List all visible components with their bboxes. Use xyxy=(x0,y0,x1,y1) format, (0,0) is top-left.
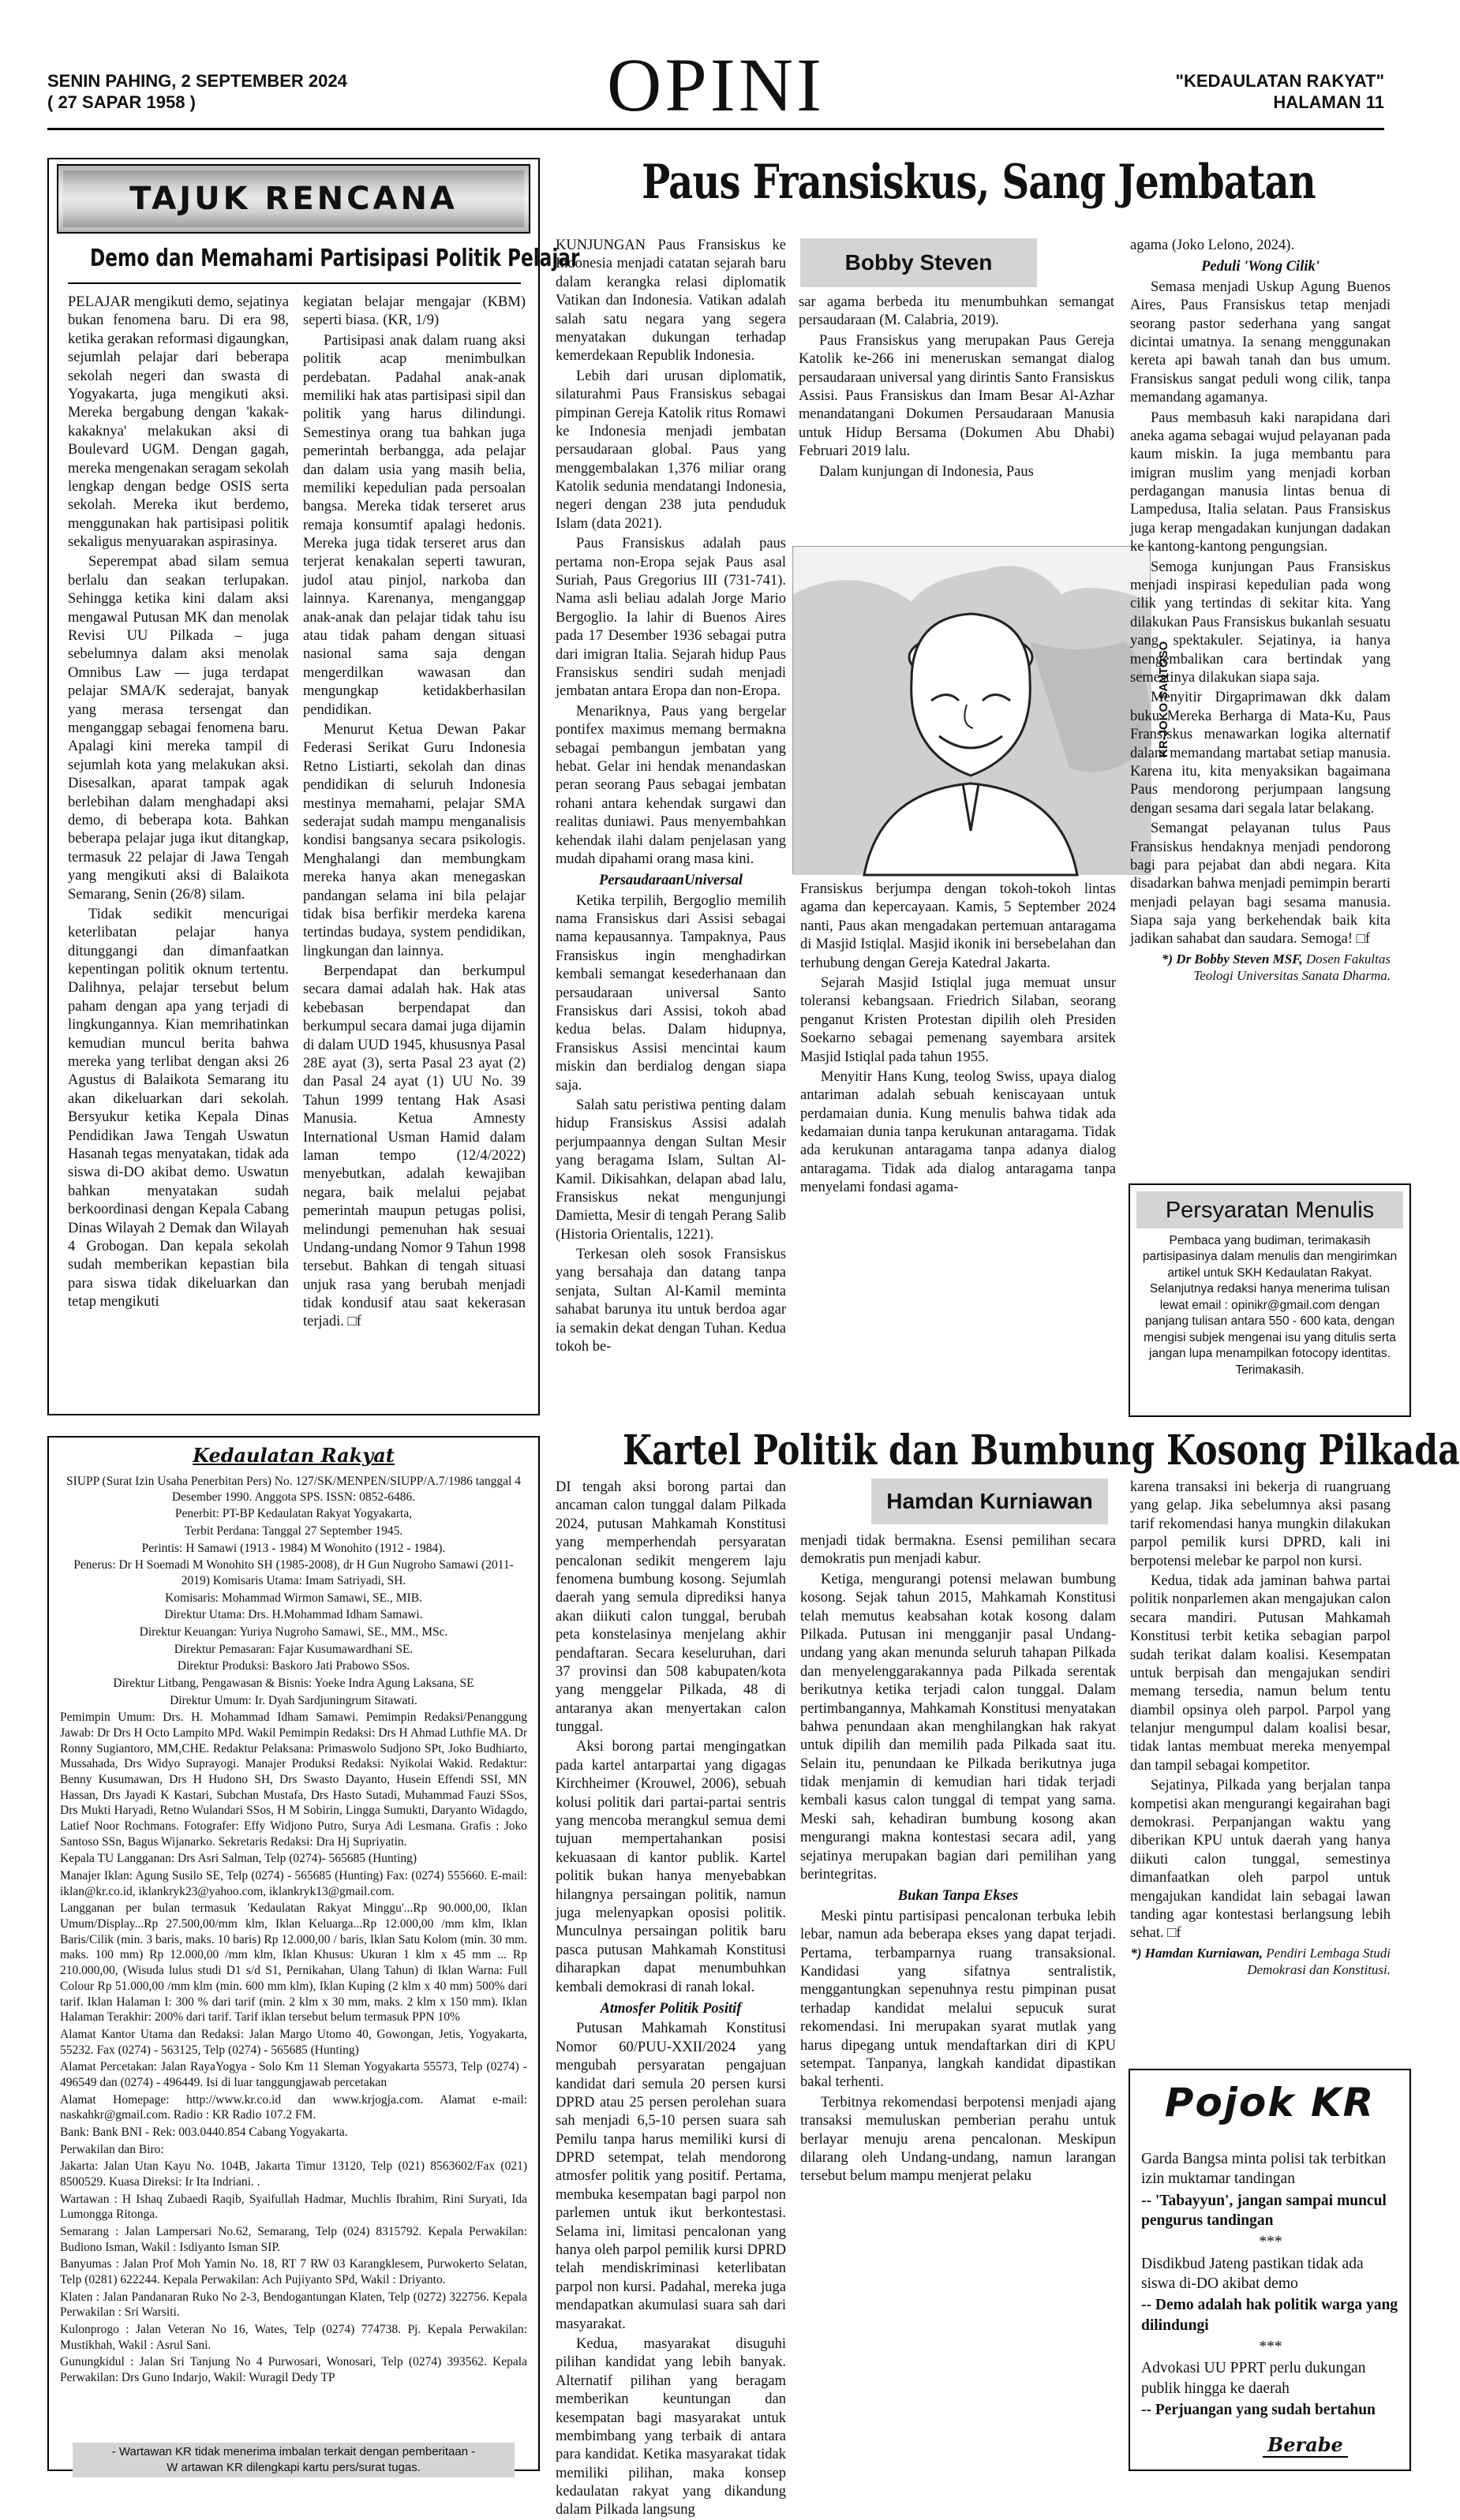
paragraph: Paus Fransiskus adalah paus pertama non-Eropa sejak Paus asal Suriah, Paus Gregorius III (731-741). Nama asli beliau adalah Jorge Mario Bergoglio. Ia lahir di Buenos Aires pada 17 Desember 1936 sebagai putra dari imigran Italia. Sejarah hidup Paus Fransiskus sendiri sudah menjadi jembatan antara Eropa dan non-Eropa. xyxy=(556,536,786,700)
paragraph: Ketika terpilih, Bergoglio memilih nama Fransiskus dari Assisi sebagai nama kepausannya. Tampaknya, Paus Fransiskus ingin menghadirkan kembali semangat kesederhanaan dan persaudaraan universal Santo Fransiskus dari Assisi, tokoh abad kedua belas. Dalam hidupnya, Fransiskus Assisi mencintai kaum miskin dan berdialog dengan siapa saja. xyxy=(556,892,786,1094)
pojok-kr-title: Pojok KR xyxy=(1164,2080,1376,2126)
impressum-line: Direktur Pemasaran: Fajar Kusumawardhani SE. xyxy=(174,1642,414,1656)
paragraph: Sejatinya, Pilkada yang berjalan tanpa kompetisi akan mengurangi kegairahan bagi demokrasi. Perpanjangan waktu yang diberikan KPU untuk daerah yang hanya diikuti calon tunggal, semestinya dimanfaatkan oleh parpol untuk mengajukan kandidat lain sebagai lawan tanding agar kontestasi berlangsung lebih sehat. □f xyxy=(1130,1778,1391,1942)
article-title-kartel: Kartel Politik dan Bumbung Kosong Pilkada xyxy=(623,1426,1460,1475)
pojok-kr-body xyxy=(1141,2149,1400,2421)
subheading: PersaudaraanUniversal xyxy=(599,873,743,889)
requirements-body: Pembaca yang budiman, terimakasih partisipasinya dalam menulis dan mengirimkan artikel untuk SKH Kedaulatan Rakyat. Selanjutnya redaksi hanya menerima tulisan lewat email : opinikr@gmail.com dengan panjang tulisan antara 550 - 600 kata, dengan mengisi subjek mengenai isu yang ditulis serta jangan lupa menampilkan fotocopy identitas. Terimakasih. xyxy=(1142,1234,1398,1377)
paragraph: Menariknya, Paus yang bergelar pontifex maximus memang bermakna sebagai pembangun jembatan yang hebat. Gelar ini hendak menandaskan peran seorang Paus sebagai jembatan rohani antara kehendak surgawi dan realitas duniawi. Paus menyembahkan kehendak ilahi dalam penjelasan yang mudah dipahami orang masa kini. xyxy=(556,703,786,867)
paragraph: Menurut Ketua Dewan Pakar Federasi Serikat Guru Indonesia Retno Listiarti, sekolah dan dinas pendidikan di seluruh Indonesia mestinya memahami, pelajar SMA sederajat sudah mampu menganalisis kondisi bangsanya secara psikologis. Menghalangi dan membungkam mereka hanya akan menegaskan pandangan selama ini bila pelajar tidak bisa berfikir merdeka karena tertindas budaya, system pendidikan, lingkungan dan lainnya. xyxy=(303,721,526,959)
impressum-line: Komisaris: Mohammad Wirmon Samawi, SE., MIB. xyxy=(165,1591,422,1605)
paragraph: Terkesan oleh sosok Fransiskus yang bersahaja dan datang tanpa senjata, Sultan Al-Kamil meminta sahabat barunya itu untuk berdoa agar ia semakin dekat dengan Tuhan. Kedua tokoh be- xyxy=(556,1247,786,1355)
pojok-separator: *** xyxy=(1259,2339,1282,2356)
editorial-title-rule xyxy=(68,282,521,284)
paragraph: sar agama berbeda itu menumbuhkan semangat persaudaraan (M. Calabria, 2019). xyxy=(799,294,1114,329)
paragraph: Meski pintu partisipasi pencalonan terbuka lebih lebar, namun ada beberapa ekses yang dapat terjadi. Pertama, terbamparnya ruang transaksional. Kandidasi yang sifatnya sentralistik, menggantungkan sepenuhnya restu pimpinan pusat terhadap kandidat melalui sepucuk surat rekomendasi. Ini merupakan syarat mutlak yang harus dipegang untuk mendaftarkan diri di KPU setempat. Tanpanya, langkah kandidat dipastikan bakal terhenti. xyxy=(800,1908,1116,2091)
paragraph: Salah satu peristiwa penting dalam hidup Fransiskus Assisi adalah perjumpaannya dengan Sultan Mesir yang beragama Islam, Sultan Al-Kamil. Dikisahkan, delapan abad lalu, Fransiskus nekat mengunjungi Damietta, Mesir di tengah Perang Salib (Historia Orientalis, 1221). xyxy=(556,1097,786,1243)
impressum-line: Alamat Kantor Utama dan Redaksi: Jalan Margo Utomo 40, Gowongan, Jetis, Yogyakarta, 55232. Fax (0274) - 563125, Telp (0274) - 565685 (Hunting) xyxy=(60,2027,527,2057)
hijri-date-line: ( 27 SAPAR 1958 ) xyxy=(47,92,196,112)
impressum-line: Direktur Umum: Ir. Dyah Sardjuningrum Sitawati. xyxy=(170,1693,417,1707)
paragraph: Sejarah Masjid Istiqlal juga memuat unsur toleransi kebangsaan. Friedrich Silaban, seorang penganut Kristen Protestan dipilih oleh Presiden Soekarno sebagai pemenang sayembara arsitek Masjid Istiqlal pada tahun 1955. xyxy=(800,974,1116,1065)
pojok-item: Advokasi UU PPRT perlu dukungan publik hingga ke daerah xyxy=(1141,2360,1366,2397)
impressum-line: Alamat Homepage: http://www.kr.co.id dan www.krjogja.com. Alamat e-mail: naskahkr@gmail.com. Radio : KR Radio 107.2 FM. xyxy=(60,2092,527,2122)
kartel-column-2 xyxy=(800,1532,1116,2474)
paragraph: Terbitnya rekomendasi berpotensi menjadi ajang transaksi memuluskan pemberian perahu untuk berlayar menuju arena pencalonan. Meskipun dilarang oleh Undang-undang, namun larangan tersebut belum mampu menjerat pelaku xyxy=(800,2094,1116,2185)
editorial-column-1 xyxy=(68,294,289,1402)
pope-illustration xyxy=(792,546,1151,874)
author-affiliation: Pendiri Lembaga Studi Demokrasi dan Konstitusi. xyxy=(1247,1945,1391,1978)
paragraph: KUNJUNGAN Paus Fransiskus ke Indonesia menjadi catatan sejarah baru dalam kerangka relasi diplomatik Vatikan dan Indonesia. Vatikan adalah salah satu negara yang segera menyatakan dukungan terhadap kemerdekaan Republik Indonesia. xyxy=(556,237,786,365)
pojok-reply: -- Demo adalah hak politik warga yang dilindungi xyxy=(1141,2297,1398,2334)
pojok-item: Disdikbud Jateng pastikan tidak ada siswa di-DO akibat demo xyxy=(1141,2255,1364,2293)
impressum-line: Klaten : Jalan Pandanaran Ruko No 2-3, Bendogantungan Klaten, Telp (0272) 322756. Kepala Perwakilan : Sri Warsiti. xyxy=(60,2290,527,2320)
impressum-line: Wartawan : H Ishaq Zubaedi Raqib, Syaifullah Hadmar, Muchlis Ibrahim, Rini Suryati, Ida Lumongga Ritonga. xyxy=(60,2192,527,2222)
impressum-line: Direktur Keuangan: Yuriya Nugroho Samawi, SE., MM., MSc. xyxy=(139,1625,448,1639)
section-name: OPINI xyxy=(607,43,825,127)
impressum-line: Kulonprogo : Jalan Veteran No 16, Wates, Telp (0274) 774738. Pj. Kepala Perwakilan: Mustikhah, Wakil : Asrul Sani. xyxy=(60,2322,527,2352)
impressum-line: Perintis: H Samawi (1913 - 1984) M Wonohito (1912 - 1984). xyxy=(141,1541,446,1555)
editorial-title: Demo dan Memahami Partisipasi Politik Pelajar xyxy=(90,245,580,272)
paragraph: Berpendapat dan berkumpul secara damai adalah hak. Hak atas kebebasan berpendapat dan berkumpul secara damai juga dijamin di dalam UUD 1945, khususnya Pasal 28E ayat (3), serta Pasal 23 ayat (2) dan Pasal 24 ayat (1) UU No. 39 Tahun 1999 tentang Hak Asasi Manusia. Ketua Amnesty International Usman Hamid dalam laman tempo (12/4/2022) menyebutkan, adalah kewajiban negara, baik melalui pejabat pemerintah maupun petugas polisi, melindungi pemenuhan hak sesuai Undang-undang Nomor 9 Tahun 1998 tersebut. Bahkan di tengah situasi unjuk rasa yang berubah menjadi tidak kondusif atau saat kekerasan terjadi. □f xyxy=(303,963,526,1330)
paragraph: Semoga kunjungan Paus Fransiskus menjadi inspirasi kepedulian pada wong cilik yang tertindas di sekitar kita. Yang dilakukan Paus Fransiskus bukanlah sesuatu yang spektakuler. Sejatinya, ia hanya mengembalikan cara bertindak yang semestinya dilakukan siapa saja. xyxy=(1130,559,1391,686)
impressum-line: Penerus: Dr H Soemadi M Wonohito SH (1985-2008), dr H Gun Nugroho Samawi (2011-2019) Komisaris Utama: Imam Satriyadi, SH. xyxy=(73,1558,514,1588)
paragraph: kegiatan belajar mengajar (KBM) seperti biasa. (KR, 1/9) xyxy=(303,294,526,329)
paragraph: Menyitir Dirgaprimawan dkk dalam buku Mereka Berharga di Mata-Ku, Paus Fransiskus menawarkan logika alternatif dalam memandang martabat setiap manusia. Karena itu, kita menyaksikan bagaimana Paus mendorong perjumpaan langsung dengan sesama dari segala latar belakang. xyxy=(1130,690,1391,817)
date-line: SENIN PAHING, 2 SEPTEMBER 2024 xyxy=(47,71,347,91)
paper-name: "KEDAULATAN RAKYAT" xyxy=(1175,71,1384,91)
impressum-line: Direktur Utama: Drs. H.Mohammad Idham Samawi. xyxy=(164,1608,423,1622)
pojok-reply: -- 'Tabayyun', jangan sampai muncul pengurus tandingan xyxy=(1141,2192,1387,2230)
pojok-signature: Berabe xyxy=(1263,2433,1348,2458)
impressum-line: Bank: Bank BNI - Rek: 003.0440.854 Cabang Yogyakarta. xyxy=(60,2125,348,2139)
page-number: HALAMAN 11 xyxy=(1273,92,1384,112)
subheading: Bukan Tanpa Ekses xyxy=(897,1888,1019,1905)
subheading: Atmosfer Politik Positif xyxy=(600,2000,742,2017)
impressum-line: Alamat Percetakan: Jalan RayaYogya - Solo Km 11 Sleman Yogyakarta 55573, Telp (0274) - 496549 dan (0274) - 496449. Isi di luar tanggungjawab percetakan xyxy=(60,2060,527,2089)
paper-info xyxy=(1176,71,1384,114)
impressum-line: Manajer Iklan: Agung Susilo SE, Telp (0274) - 565685 (Hunting) Fax: (0274) 555660. E-mail: iklan@kr.co.id, iklankryk23@yahoo.com, iklankryk13@gmail.com. xyxy=(60,1869,527,1898)
footer-line: - Wartawan KR tidak menerima imbalan terkait dengan pemberitaan - xyxy=(111,2445,476,2458)
paragraph: menjadi tidak bermakna. Esensi pemilihan secara demokratis pun menjadi kabur. xyxy=(800,1533,1116,1568)
editorial-banner xyxy=(57,164,530,234)
paragraph: Kedua, masyarakat disuguhi pilihan kandidat yang lebih banyak. Alternatif pilihan yang beragam memberikan keuntungan dan kesempatan bagi masyarakat untuk membimbang yang terbaik di antara para kandidat. Ketika masyarakat tidak memiliki pilihan, maka konsep kedaulatan rakyat yang dikandung dalam Pilkada langsung xyxy=(556,2335,786,2518)
impressum-line: Direktur Produksi: Baskoro Jati Prabowo SSos. xyxy=(177,1659,410,1673)
impressum-line: Pemimpin Umum: Drs. H. Mohammad Idham Samawi. Pemimpin Redaksi/Penanggung Jawab: Dr Drs H Octo Lampito MPd. Wakil Pemimpin Redaksi: Drs H Ahmad Luthfie MA. Dr Ronny Sugiantoro, MM,CHE. Redaktur Pelaksana: Primaswolo Sudjono SPt, Joko Budhiarto, Mussahada, Drs Widyo Suprayogi. Manajer Produksi Redaksi: Nyikolai Wakid. Redaktur: Benny Kusumawan, Drs H Hudono SH, Drs Swasto Dayanto, Husein Effendi SSI, MN Hassan, Drs Jayadi K Kastari, Subchan Mustafa, Drs Hasto Sutadi, Muhammad Fauzi SSos, Drs Mukti Haryadi, Retno Wulandari SSos, H M Sobirin, Lingga Sumukti, Daryanto Widagdo, Latief Noor Rochmans. Fotografer: Effy Widjono Putro, Surya Adi Lesmana. Grafis : Joko Santoso SSn, Bagus Wijanarko. Sekretaris Redaksi: Dra Hj Supriyatin. xyxy=(60,1711,527,1849)
author-affiliation: Dosen Fakultas Teologi Universitas Sanata Dharma. xyxy=(1193,951,1391,984)
writing-requirements-box xyxy=(1129,1183,1411,1417)
paragraph: Seperempat abad silam semua berlalu dan seakan terlupakan. Sehingga ketika kini dalam aksi mengawal Putusan MK dan menolak Revisi UU Pilkada – juga sebelumnya dalam aksi menolak Omnibus Law — juga terdapat pelajar SMA/K sederajat, banyak yang merasa tersengat dan menganggap sebagai fenomena baru. Apalagi kini mereka tampil di sejumlah kota yang melakukan aksi. Disesalkan, aparat tampak agak berlebihan dalam menghadapi aksi demo, di beberapa kota. Bahkan beberapa pelajar juga ikut ditangkap, termasuk 22 pelajar di Jawa Tengah yang mengikuti aksi di Balaikota Semarang, Senin (26/8) silam. xyxy=(68,554,289,903)
paus-column-2b xyxy=(800,881,1116,1438)
author-box-hamdan: Hamdan Kurniawan xyxy=(871,1479,1108,1524)
pojok-separator: *** xyxy=(1259,2234,1282,2251)
paragraph: Paus membasuh kaki narapidana dari aneka agama sebagai wujud pelayanan pada kaum miskin. Ia juga membantu para imigran muslim yang menjadi korban perdagangan manusia lintas benua di Lampedusa, Italia selatan. Paus Fransiskus juga kerap mengadakan kunjungan dadakan ke kantong-kantong pengungsian. xyxy=(1130,409,1391,555)
paragraph: Fransiskus berjumpa dengan tokoh-tokoh lintas agama dan kepercayaan. Kamis, 5 September 2024 nanti, Paus akan mengadakan pertemuan antaragama di Masjid Istiqlal. Masjid ikonik ini bersebelahan dan terhubung dengan Gereja Katedral Jakarta. xyxy=(800,881,1116,971)
impressum-line: Jakarta: Jalan Utan Kayu No. 104B, Jakarta Timur 13120, Telp (021) 8563602/Fax (021) 8500529. Kuasa Direksi: Ir Ita Indriani. . xyxy=(60,2159,527,2189)
paragraph: Dalam kunjungan di Indonesia, Paus xyxy=(819,463,1034,480)
impressum-line: Semarang : Jalan Lampersari No.62, Semarang, Telp (024) 8315792. Kepala Perwakilan: Budiono Isman, Wakil : Isdiyanto Isman SIP. xyxy=(60,2224,527,2254)
requirements-title: Persyaratan Menulis xyxy=(1136,1191,1403,1228)
author-box-bobby: Bobby Steven xyxy=(800,238,1037,287)
editorial-label: TAJUK RENCANA xyxy=(129,181,458,217)
impressum-footer xyxy=(73,2443,515,2477)
pojok-reply: -- Perjuangan yang sudah bertahun xyxy=(1141,2402,1376,2419)
paus-column-1 xyxy=(556,237,786,1438)
paragraph: Aksi borong partai mengingatkan pada kartel antarpartai yang digagas Kirchheimer (Krouwel, 2006), sebuah kolusi politik dari partai-partai sentris yang mencoba merangkul semua demi tujuan mempertahankan posisi kekuasaan di kantor publik. Kartel politik bukan hanya menyebabkan hilangnya persaingan politik, namun juga melenyapkan oposisi politik. Munculnya persaingan politik baru pasca putusan Mahkamah Konstitusi diharapkan dapat menumbuhkan kembali demokrasi di ranah lokal. xyxy=(556,1739,786,1995)
author-signature: *) Dr Bobby Steven MSF, xyxy=(1161,951,1303,966)
impressum-line: Perwakilan dan Biro: xyxy=(60,2142,164,2156)
impressum-line: Terbit Perdana: Tanggal 27 September 1945. xyxy=(184,1524,403,1539)
impressum-line: Banyumas : Jalan Prof Moh Yamin No. 18, RT 7 RW 03 Karangklesem, Purwokerto Selatan, Telp (0281) 622244. Kepala Perwakilan: Ach Pujiyanto SPd, Wakil : Driyanto. xyxy=(60,2257,527,2286)
impressum-line: Langganan per bulan termasuk 'Kedaulatan Rakyat Minggu'...Rp 90.000,00, Iklan Umum/Display...Rp 27.500,00/mm klm, Iklan Keluarga...Rp 12.000,00 /mm klm, Iklan Baris/Cilik (min. 3 baris, maks. 10 baris) Rp 12.000,00 / baris, Iklan Satu Kolom (min. 30 mm. maks. 100 mm) Rp 12.000,00 /mm klm, Iklan Khusus: Ukuran 1 klm x 45 mm ... Rp 210.000,00, (Wisuda lulus studi D1 s/d S1, Pernikahan, Ulang Tahun) di Iklan Warna: Full Colour Rp 51.000,00 /mm klm (min. 600 mm klm), Iklan Kuping (2 klm x 40 mm) 500% dari tarif. Iklan Halaman I: 300 % dari tarif (min. 2 klm x 30 mm, maks. 2 klm x 150 mm). Iklan Halaman Terakhir: 200% dari tarif. Tarif iklan tersebut belum termasuk PPN 10% xyxy=(60,1901,527,2025)
paragraph: Paus Fransiskus yang merupakan Paus Gereja Katolik ke-266 ini meneruskan semangat dialog persaudaraan universal yang dirintis Santo Fransiskus Assisi. Paus Fransiskus dan Imam Besar Al-Azhar menandatangani Dokumen Persaudaraan Manusia untuk Hidup Bersama (Dokumen Abu Dhabi) Februari 2019 lalu. xyxy=(799,332,1114,460)
author-tagline xyxy=(1130,1945,1391,1979)
subheading: Peduli 'Wong Cilik' xyxy=(1201,259,1320,275)
impressum-line: Direktur Litbang, Pengawasan & Bisnis: Yoeke Indra Agung Laksana, SE xyxy=(113,1677,474,1691)
paragraph: Kedua, tidak ada jaminan bahwa partai politik nonparlemen akan mengajukan calon secara mandiri. Putusan Mahkamah Konstitusi terbit ketika sebagian parpol sudah terikat dalam koalisi. Kesempatan untuk berpisah dan mengajukan sendiri memang tersedia, namun belum tentu diambil opsinya oleh parpol. Parpol yang telanjur mengumpul dalam koalisi besar, tidak lantas membuat mereka menyempal dan tampil sebagai kompetitor. xyxy=(1130,1572,1391,1774)
paragraph: karena transaksi ini bekerja di ruangruang yang gelap. Jika sebelumnya aksi pasang tarif rekomendasi hanya mungkin dilakukan parpol pemilik kursi DPRD, kali ini berpotensi melebar ke parpol non kursi. xyxy=(1130,1479,1391,1569)
impressum-text xyxy=(60,1474,527,2436)
paragraph: Partisipasi anak dalam ruang aksi politik acap menimbulkan perdebatan. Padahal anak-anak memiliki hak atas partisipasi sipil dan politik yang harus dilindungi. Semestinya orang tua bahkan juga pemerintah berbangga, ada pelajar dan dalam usia yang masih belia, memiliki kepedulian pada persoalan bangsa. Mereka tidak terseret arus remaja konsumtif apalagi hedonis. Mereka juga tidak terseret arus dan terjerat kenakalan seperti tawuran, judol atau pinjol, narkoba dan lainnya. Karenanya, menganggap anak-anak dan pelajar tidak tahu isu atau tidak paham dengan situasi nasional sama saja dengan mengerdilkan wawasan dan mengungkap ketidakberhasilan pendidikan. xyxy=(303,332,526,718)
impressum-line: Penerbit: PT-BP Kedaulatan Rakyat Yogyakarta, xyxy=(174,1507,413,1521)
paus-column-3 xyxy=(1130,237,1391,1180)
kartel-column-1 xyxy=(556,1479,786,2518)
pope-illustration-drawing xyxy=(793,547,1151,875)
impressum-line: SIUPP (Surat Izin Usaha Penerbitan Pers) No. 127/SK/MENPEN/SIUPP/A.7/1986 tanggal 4 Desember 1990. Anggota SPS. ISSN: 0852-6486. xyxy=(66,1475,521,1504)
kartel-column-3 xyxy=(1130,1479,1391,2062)
paragraph: Semasa menjadi Uskup Agung Buenos Aires, Paus Fransiskus tetap menjadi seorang pastor sederhana yang sangat dicintai umatnya. Ia senang menggunakan kereta api bawah tanah dan bus umum. Fransiskus sangat peduli wong cilik, tanpa memandang agamanya. xyxy=(1130,279,1391,406)
paragraph: Menyitir Hans Kung, teolog Swiss, upaya dialog antariman adalah sebuah keniscayaan untuk perdamaian dunia. Kung menulis bahwa tidak ada kedamaian dunia tanpa kerukunan antaragama. Tidak ada kerukunan antaragama tanpa adanya dialog antaragama. Tidak ada dialog antaragama tanpa menyelami fondasi agama- xyxy=(800,1068,1116,1196)
footer-line: W artawan KR dilengkapi kartu pers/surat tugas. xyxy=(167,2460,421,2474)
editorial-column-2 xyxy=(303,294,526,1402)
impressum-line: Kepala TU Langganan: Drs Asri Salman, Telp (0274)- 565685 (Hunting) xyxy=(60,1852,417,1866)
paragraph: Tidak sedikit mencurigai keterlibatan pelajar hanya ditunggangi dan dimanfaatkan kepentingan politik oknum tertentu. Dalihnya, pelajar tersebut belum paham dengan apa yang terjadi di lingkungannya. Kian memrihatinkan kemudian muncul berita bahwa mereka yang terlibat dengan aksi 26 Agustus di Balaikota Semarang itu akan dikeluarkan dari sekolah. Bersyukur ketika Kepala Dinas Pendidikan Jawa Tengah Uswatun Hasanah tegas menyatakan, tidak ada siswa di-DO akibat demo. Uswatun bahkan menyatakan sudah berkoordinasi dengan Kepala Cabang Dinas Wilayah 2 Demak dan Wilayah 4 Grobogan. Dan kepala sekolah sudah memberikan kepastian bila para siswa tidak dikeluarkan dan tetap mengikuti xyxy=(68,906,289,1310)
author-signature: *) Hamdan Kurniawan, xyxy=(1130,1945,1263,1961)
paragraph: DI tengah aksi borong partai dan ancaman calon tunggal dalam Pilkada 2024, putusan Mahkamah Konstitusi yang memperhendah persyaratan pencalonan sedikit mengerem laju fenomena bumbung kosong. Sejumlah daerah yang semula diprediksi hanya akan diikuti calon tunggal, berubah peta konstelasinya menjelang akhir pendaftaran. Secara keseluruhan, dari 37 provinsi dan 508 kabupaten/kota yang menggelar Pilkada, 48 di antaranya akan menyertakan calon tunggal. xyxy=(556,1479,786,1736)
paragraph: agama (Joko Lelono, 2024). xyxy=(1130,237,1295,253)
paragraph: Semangat pelayanan tulus Paus Fransiskus hendaknya menjadi pendorong bagi para pejabat dan abdi negara. Kita disadarkan bahwa menjadi pemimpin berarti menjadi pelayan bagi sesama manusia. Siapa saja yang berkehendak baik kita jadikan sahabat dan saudara. Semoga! □f xyxy=(1130,821,1391,948)
paragraph: Lebih dari urusan diplomatik, silaturahmi Paus Fransiskus sebagai pimpinan Gereja Katolik ritus Romawi ke Indonesia menjadi jembatan persaudaraan global. Paus yang menggembalakan 1,376 miliar orang Katolik sedunia mendatangi Indonesia, negeri dengan 238 juta penduduk Islam (data 2021). xyxy=(556,368,786,532)
paragraph: PELAJAR mengikuti demo, sejatinya bukan fenomena baru. Di era 98, ketika gerakan reformasi digaungkan, sejumlah pelajar dari beberapa sekolah negeri dan swasta di Yogyakarta, juga mengikuti aksi. Mereka bergabung dengan 'kakak-kakaknya' melakukan aksi di Boulevard UGM. Dengan gagah, mereka mengenakan seragam sekolah lengkap dengan bedge OSIS serta sekolah. Mereka ikut berdemo, menggunakan hak partisipasi politik sekaligus menyuarakan aspirasinya. xyxy=(68,294,289,551)
author-tagline xyxy=(1130,951,1391,985)
pojok-item: Garda Bangsa minta polisi tak terbitkan izin muktamar tandingan xyxy=(1141,2151,1387,2188)
paus-column-2a xyxy=(799,294,1114,540)
paragraph: Putusan Mahkamah Konstitusi Nomor 60/PUU-XXII/2024 yang mengubah persyaratan pengajuan kandidat dari semula 20 persen kursi DPRD atau 25 persen perolehan suara sah menjadi 6,5-10 persen suara sah Pemilu tanpa harus memiliki kursi di DPRD setempat, telah mendorong atmosfer politik yang positif. Pertama, membuka kesempatan bagi parpol non parlemen untuk ikut berkontestasi. Selama ini, limitasi pencalonan yang hanya oleh parpol pemilik kursi DPRD telah mendiskriminasi keterlibatan parpol non kursi. Padahal, mereka juga mendapatkan akumulasi suara sah dari masyarakat. xyxy=(556,2021,786,2332)
header-rule xyxy=(47,128,1384,130)
kr-logo: Kedaulatan Rakyat xyxy=(193,1444,395,1467)
illustration-credit: KR-JOKO SANTOSO xyxy=(1157,641,1170,757)
article-title-paus: Paus Fransiskus, Sang Jembatan xyxy=(642,155,1316,210)
impressum-line: Gunungkidul : Jalan Sri Tanjung No 4 Purwosari, Wonosari, Telp (0274) 393562. Kepala Perwakilan: Drs Guno Indarjo, Wakil: Wuragil Dedy TP xyxy=(60,2355,527,2384)
paragraph: Ketiga, mengurangi potensi melawan bumbung kosong. Sejak tahun 2015, Mahkamah Konstitusi telah memutus keabsahan kotak kosong dalam Pilkada. Putusan ini mengganjir pasal Undang-undang yang akan menunda seluruh tahapan Pilkada dan menyelenggarakannya pada Pilkada serentak berikutnya ketika terjadi calon tunggal. Dalam pertimbangannya, Mahkamah Konstitusi menyatakan bahwa penundaan akan menghilangkan hak rakyat untuk dipilih dan memilih pada Pilkada saat itu. Selain itu, penundaan ke Pilkada berikutnya juga tidak menjamin di kemudian hari tidak terjadi kembali kasus calon tunggal di tempat yang sama. Meski sah, kehadiran bumbung kosong akan mengurangi makna kontestasi secara adil, yang sejatinya merupakan bagian dari pemilihan yang berintegritas. xyxy=(800,1571,1116,1883)
